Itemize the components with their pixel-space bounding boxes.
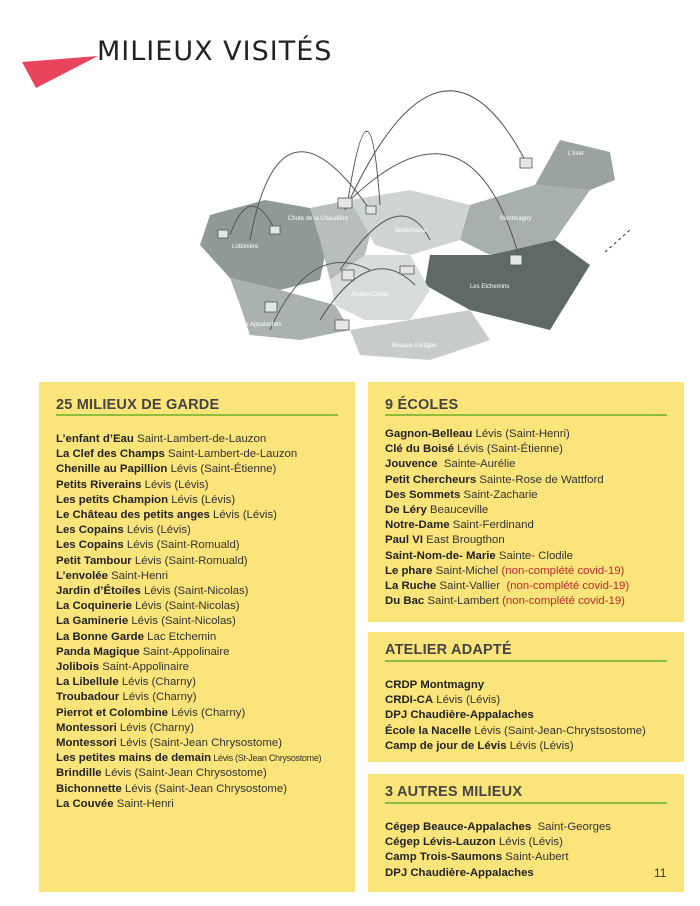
list-item (56, 782, 321, 797)
item-location: Lévis (Lévis) (209, 509, 277, 522)
list-item (385, 739, 646, 754)
item-name: L’enfant d’Eau (56, 433, 134, 445)
item-location: Lévis (Lévis) (141, 478, 209, 491)
item-name: Camp de jour de Lévis (385, 739, 507, 752)
item-location: Saint-Ferdinand (449, 519, 534, 532)
item-name: Les Copains (56, 524, 124, 537)
item-location: Saint-Lambert-de-Lauzon (133, 433, 267, 445)
item-location: Lévis (Lévis) (506, 739, 574, 752)
item-name: Le Château des petits anges (56, 509, 210, 522)
list-item (56, 797, 321, 812)
item-name: Panda Magique (56, 645, 140, 658)
garde-rule (56, 414, 338, 416)
garde-list (56, 432, 321, 812)
item-location: Lévis (Saint-Henri) (472, 428, 570, 440)
item-name: Les petits Champion (56, 493, 169, 506)
item-location: Lévis (Charny) (116, 721, 194, 734)
list-item (385, 518, 629, 533)
list-item (56, 690, 321, 705)
item-name: Jardin d’Étoiles (56, 585, 141, 598)
item-status-note: (non-complété covid-19) (501, 564, 625, 577)
list-item (385, 442, 629, 457)
item-location: Lévis (Saint-Étienne) (167, 463, 277, 476)
item-name: Les Copains (56, 539, 124, 552)
list-item (385, 488, 629, 503)
item-location: Saint-Georges (531, 821, 612, 833)
list-item (385, 549, 629, 564)
item-name: La Coquinerie (56, 600, 132, 613)
ecoles-rule (385, 414, 667, 416)
item-location: Lévis (Charny) (168, 706, 246, 719)
item-location: Lévis (Saint-Jean-Chrystsostome) (471, 724, 646, 737)
autres-panel (368, 774, 684, 892)
autres-list (385, 820, 611, 881)
list-item (56, 569, 321, 584)
item-name: DPJ Chaudière-Appalaches (385, 709, 534, 722)
item-location: Saint-Lambert-de-Lauzon (164, 448, 298, 461)
item-location: Lévis (Saint-Nicolas) (140, 585, 249, 598)
item-name: Montessori (56, 721, 117, 734)
garde-panel (39, 382, 355, 892)
red-pennant-flag (20, 50, 100, 90)
list-item (56, 766, 321, 781)
item-location: Saint-Michel (432, 564, 502, 577)
item-location: Saint-Henri (113, 797, 174, 810)
item-location: Lévis (Lévis) (168, 493, 236, 506)
page-number: 11 (654, 866, 667, 880)
map-label: Bellechasse (395, 228, 428, 234)
map-label: Des Appalaches (238, 322, 282, 328)
item-name: Bichonnette (56, 782, 122, 795)
list-item (56, 478, 321, 493)
item-name: Des Sommets (385, 488, 461, 501)
item-location: Lévis (Saint-Jean Chrysostome) (101, 767, 267, 780)
ecoles-panel (368, 382, 684, 622)
map-dashed-line (605, 230, 630, 252)
item-name: De Léry (385, 504, 427, 517)
autres-rule (385, 802, 667, 804)
item-location: Lévis (St-Jean Chrysostome) (211, 753, 322, 764)
list-item (56, 538, 321, 553)
item-name: Paul VI (385, 534, 423, 547)
atelier-rule (385, 660, 667, 662)
item-name: Saint-Nom-de- Marie (385, 549, 496, 562)
item-name: Du Bac (385, 595, 425, 608)
item-name: La Gaminerie (56, 615, 129, 628)
item-location: Saint-Vallier (436, 580, 507, 593)
item-location: Lévis (Lévis) (433, 694, 501, 707)
list-item (385, 579, 629, 594)
item-name: Cégep Beauce-Appalaches (385, 821, 532, 833)
map-label: Montmagny (500, 216, 532, 222)
list-item (56, 554, 321, 569)
map-label: Beauce-Sartigan (392, 343, 437, 349)
item-location: Lévis (Lévis) (495, 836, 563, 849)
item-location: Lac Etchemin (143, 630, 217, 643)
item-status-note: (non-complété covid-19) (506, 580, 630, 593)
item-name: La Clef des Champs (56, 448, 165, 461)
item-name: Chenille au Papillion (56, 463, 168, 476)
list-item (56, 599, 321, 614)
item-name: Pierrot et Colombine (56, 706, 169, 719)
item-location: Sainte-Aurélie (437, 458, 516, 471)
item-name: Cégep Lévis-Lauzon (385, 836, 496, 849)
item-name: Petit Tambour (56, 554, 132, 567)
autres-heading: 3 AUTRES MILIEUX (385, 784, 523, 800)
item-name: Brindille (56, 767, 102, 780)
item-location: Lévis (Saint-Nicolas) (128, 615, 236, 628)
list-item (56, 630, 321, 645)
list-item (385, 693, 646, 708)
item-location: Beauceville (426, 504, 489, 517)
list-item (56, 660, 321, 675)
list-item (385, 594, 629, 609)
ecoles-list (385, 427, 629, 609)
item-name: Camp Trois-Saumons (385, 851, 503, 864)
item-name: Petits Riverains (56, 478, 142, 491)
list-item (56, 493, 321, 508)
list-item (56, 614, 321, 629)
list-item (385, 564, 629, 579)
item-name: Notre-Dame (385, 519, 450, 532)
list-item (385, 866, 611, 881)
item-location: Saint-Appolinaire (99, 661, 189, 674)
ecoles-heading: 9 ÉCOLES (385, 397, 459, 413)
page-title: MILIEUX VISITÉS (97, 36, 333, 67)
map-label: Robert-Cliche (352, 292, 389, 298)
list-item (385, 457, 629, 472)
item-name: La Couvée (56, 797, 114, 810)
item-name: Les petites mains de demain (56, 752, 212, 765)
list-item (56, 462, 321, 477)
list-item (56, 645, 321, 660)
atelier-panel (368, 632, 684, 762)
item-name: Clé du Boisé (385, 443, 454, 456)
item-name: Gagnon-Belleau (385, 428, 473, 440)
list-item (385, 427, 629, 442)
atelier-list (385, 678, 646, 754)
item-location: Sainte-Rose de Wattford (476, 473, 604, 486)
list-item (56, 675, 321, 690)
list-item (56, 584, 321, 599)
item-location: Saint-Appolinaire (139, 645, 230, 658)
list-item (385, 503, 629, 518)
list-item (56, 706, 321, 721)
item-location: Lévis (Charny) (118, 676, 196, 689)
item-location: Lévis (Saint-Étienne) (454, 443, 563, 456)
map-label: Lotbinière (232, 244, 259, 250)
list-item (385, 708, 646, 723)
list-item (56, 432, 321, 447)
item-location: East Brougthon (422, 534, 505, 547)
item-location: Lévis (Charny) (119, 691, 197, 704)
item-name: Montessori (56, 737, 117, 750)
list-item (56, 523, 321, 538)
item-name: Petit Chercheurs (385, 473, 477, 486)
item-location: Lévis (Lévis) (123, 524, 191, 537)
list-item (385, 835, 611, 850)
atelier-heading: ATELIER ADAPTÉ (385, 642, 512, 658)
item-name: DPJ Chaudière-Appalaches (385, 866, 534, 879)
item-location: Saint-Aubert (502, 851, 569, 864)
list-item (385, 724, 646, 739)
item-name: La Libellule (56, 676, 119, 689)
map-label: L'Islet (568, 151, 584, 157)
item-location: Saint-Zacharie (460, 488, 538, 501)
region-map-illustration (170, 40, 630, 380)
list-item (56, 508, 321, 523)
list-item (56, 447, 321, 462)
item-status-note: (non-complété covid-19) (502, 595, 625, 608)
item-location: Saint-Lambert (424, 595, 503, 608)
item-name: L’envolée (56, 569, 108, 582)
list-item (385, 678, 646, 693)
item-name: CRDP Montmagny (385, 679, 485, 691)
list-item (56, 751, 321, 766)
item-location: Lévis (Saint-Nicolas) (131, 600, 240, 613)
map-label: Chute de la Chaudière (288, 216, 349, 222)
item-name: Jolibois (56, 661, 100, 674)
map-label: Les Etchemins (470, 284, 510, 290)
list-item (56, 736, 321, 751)
list-item (385, 850, 611, 865)
item-location: Lévis (Saint-Jean Chrysostome) (121, 782, 288, 795)
item-location: Sainte- Clodile (495, 549, 574, 562)
item-location: Saint-Henri (107, 569, 169, 582)
item-name: La Bonne Garde (56, 630, 144, 643)
list-item (385, 533, 629, 548)
list-item (385, 820, 611, 835)
item-name: CRDI-CA (385, 694, 434, 707)
item-name: La Ruche (385, 580, 437, 593)
item-name: Jouvence (385, 458, 438, 471)
item-location: Lévis (Saint-Jean Chrysostome) (116, 737, 282, 750)
item-name: École la Nacelle (385, 724, 472, 737)
list-item (385, 473, 629, 488)
item-name: Troubadour (56, 691, 120, 704)
item-name: Le phare (385, 564, 433, 577)
item-location: Lévis (Saint-Romuald) (123, 539, 240, 552)
list-item (56, 721, 321, 736)
garde-heading: 25 MILIEUX DE GARDE (56, 397, 220, 413)
item-location: Lévis (Saint-Romuald) (131, 554, 248, 567)
